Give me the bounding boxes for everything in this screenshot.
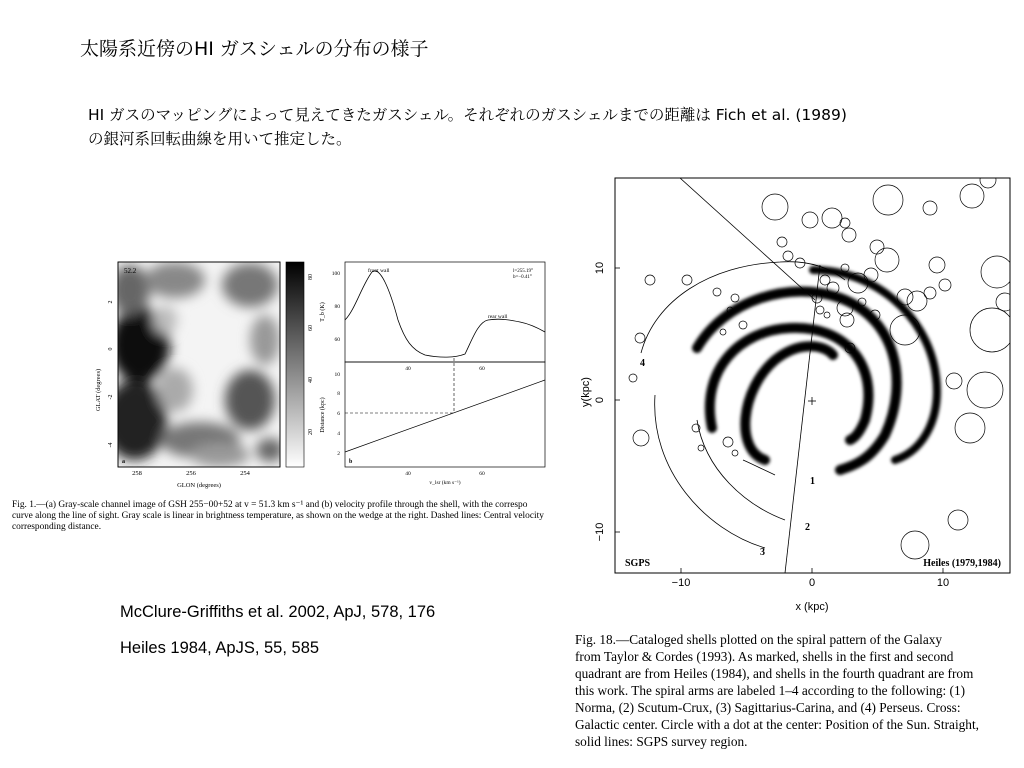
top-ylabel: T_b (K) [320, 302, 326, 322]
intro-line-2: の銀河系回転曲線を用いて推定した。 [88, 130, 352, 148]
figure18-caption-line: solid lines: SGPS survey region. [575, 734, 748, 749]
arm-label: 2 [805, 522, 810, 533]
figure18-caption-line: from Taylor & Cordes (1993). As marked, shells in the first and second [575, 649, 954, 664]
figure1-caption [12, 500, 572, 533]
bottom-ytick: 4 [337, 431, 340, 437]
panel-b-xlabel: v_lsr (km s⁻¹) [429, 480, 461, 486]
intro-text [88, 103, 988, 151]
panel-a-ytick: -2 [108, 394, 114, 400]
panel-a-xtick: 258 [132, 470, 142, 477]
top-xtick: 60 [479, 366, 485, 372]
panel-a-letter: a [122, 459, 125, 465]
bottom-ytick: 6 [337, 411, 340, 417]
coord-line-2: b=−0.41° [513, 275, 532, 280]
colorbar-wedge [286, 262, 314, 467]
x-tick-label: −10 [671, 577, 691, 589]
distance-line [345, 380, 545, 452]
panel-a-ytick: 2 [108, 300, 114, 304]
source-label: Heiles (1979,1984) [923, 558, 1001, 569]
top-ytick: 60 [334, 337, 340, 343]
top-xtick: 40 [405, 366, 411, 372]
figure18-caption-line: Galactic center. Circle with a dot at the center: Position of the Sun. Straight, [575, 717, 979, 732]
references [120, 603, 435, 675]
figure18-caption-line: Norma, (2) Scutum-Crux, (3) Sagittarius-Carina, and (4) Perseus. Cross: [575, 700, 961, 715]
bottom-ytick: 10 [334, 372, 340, 378]
top-ytick: 80 [334, 304, 340, 310]
bottom-ylabel: Distance (kpc) [320, 397, 326, 433]
top-ytick: 100 [331, 271, 340, 277]
intro-line-1: HI ガスのマッピングによって見えてきたガスシェル。それぞれのガスシェルまでの距離は Fich et al. (1989) [88, 106, 847, 124]
coord-line-1: l=255.19° [513, 269, 533, 274]
x-tick-label: 10 [936, 577, 950, 589]
arm-label: 3 [760, 547, 765, 558]
y-tick-label: −10 [594, 522, 606, 542]
panel-a-ylabel: GLAT (degrees) [95, 368, 102, 412]
panel-b-letter: b [349, 459, 353, 465]
figure18-caption-line: quadrant are from Heiles (1984), and shells in the fourth quadrant are from [575, 666, 974, 681]
panel-b [319, 262, 545, 486]
bottom-xtick: 40 [405, 471, 411, 477]
y-axis-label: y(kpc) [580, 377, 592, 407]
panel-a-xlabel: GLON (degrees) [177, 482, 221, 489]
rear-wall-label: rear wall [488, 314, 508, 320]
bottom-ytick: 2 [337, 451, 340, 457]
colorbar-tick: 80 [308, 274, 314, 280]
panel-a-xtick: 254 [240, 470, 250, 477]
x-axis-label: x (kpc) [795, 601, 829, 613]
figure1-caption-line: curve along the line of sight. Gray scale is linear in brightness temperature, as shown on the wedge at the right. Dashed lines: Central velocity [12, 511, 544, 521]
panel-a-ytick: -4 [108, 442, 114, 448]
bottom-xtick: 60 [479, 471, 485, 477]
figure1-caption-line: corresponding distance. [12, 522, 102, 532]
figure18-caption [575, 631, 1020, 750]
arm-label: 4 [640, 358, 645, 369]
y-tick-label: 10 [594, 261, 606, 275]
panel-a-ytick: 0 [108, 347, 114, 351]
figure18 [575, 170, 1024, 620]
figure18-caption-line: this work. The spiral arms are labeled 1–4 according to the following: (1) [575, 683, 966, 698]
figure18-caption-line: Fig. 18.—Cataloged shells plotted on the spiral pattern of the Galaxy [575, 632, 943, 647]
colorbar-tick: 40 [308, 377, 314, 383]
velocity-label: 52.2 [124, 267, 137, 275]
figure1-caption-line: Fig. 1.—(a) Gray-scale channel image of GSH 255−00+52 at v = 51.3 km s⁻¹ and (b) velocity profile through the shell, with the correspo [12, 500, 528, 510]
colorbar-tick: 60 [308, 325, 314, 331]
panel-a-xtick: 256 [186, 470, 196, 477]
front-wall-label: front wall [368, 268, 390, 274]
panel-a [95, 262, 284, 489]
velocity-profile-curve [345, 271, 545, 357]
reference-item: Heiles 1984, ApJS, 55, 585 [120, 639, 320, 657]
colorbar-tick: 20 [308, 429, 314, 435]
bottom-ytick: 8 [337, 391, 340, 397]
x-tick-label: 0 [808, 577, 816, 589]
slide-title: 太陽系近傍のHI ガスシェルの分布の様子 [80, 38, 429, 60]
y-tick-label: 0 [594, 396, 606, 404]
plot-frame [615, 178, 1010, 573]
arm-label: 1 [810, 476, 815, 487]
reference-item: McClure-Griffiths et al. 2002, ApJ, 578, 176 [120, 603, 436, 621]
survey-label: SGPS [625, 558, 651, 569]
